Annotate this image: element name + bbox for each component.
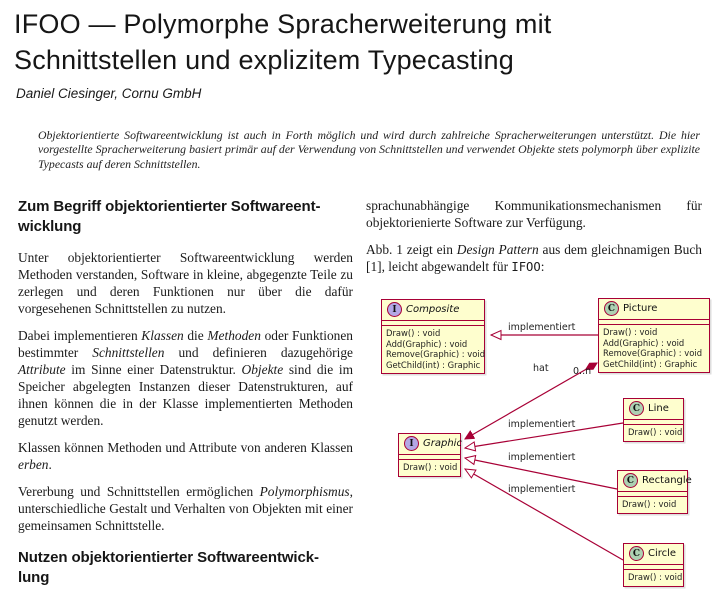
uml-method: Draw() : void xyxy=(403,462,458,472)
abstract-text: Objektorientierte Softwareentwicklung ist auch in Forth möglich und wird durch zahlreiche Spracherweiterungen unterstützt. Die hier vorgestellte Spracherweiterung basiert primär auf der Verwendung von Schnittstellen und verwendet Objekte stets polymorph über explizite Typecasts auf deren Schnittstellen. xyxy=(38,128,700,171)
uml-class-name: Rectangle xyxy=(642,475,692,486)
uml-class-header xyxy=(599,299,709,319)
paragraph: Vererbung und Schnittstellen ermöglichen Polymorphismus, unterschiedliche Gestalt und Verhalten von Objekten mit einer gemeinsamen Schnittstelle. xyxy=(18,484,353,533)
right-column xyxy=(366,197,702,290)
paragraph: Dabei implementieren Klassen die Methoden oder Funktionen bestimmter Schnittstellen und definieren dazugehörige Attribute im Sinne einer Datenstruktur. Objekte sind die im Speicher abgelegten Instanzen dieser Datenstrukturen, auf ihnen können die in der Klasse implementierten Methoden genutzt werden. xyxy=(18,328,354,428)
uml-method: Add(Graphic) : void xyxy=(603,337,685,348)
uml-class-header xyxy=(624,544,683,564)
uml-class-header xyxy=(382,300,484,320)
edge-label-implementiert: implementiert xyxy=(508,419,576,430)
left-column xyxy=(18,197,353,600)
uml-method: GetChild(int) : Graphic xyxy=(386,359,481,370)
edge-label-implementiert: implementiert xyxy=(508,322,576,333)
uml-class-name: Composite xyxy=(406,304,460,315)
uml-class-graphic xyxy=(398,433,461,477)
uml-class-rectangle xyxy=(617,470,692,514)
paragraph: Abb. 1 zeigt ein Design Pattern aus dem gleichnamigen Buch [1], leicht abgewandelt für IFOO: xyxy=(366,242,703,274)
uml-class-name: Picture xyxy=(623,303,658,314)
class-icon: C xyxy=(623,473,638,488)
interface-icon: I xyxy=(404,436,419,451)
author-line: Daniel Ciesinger, Cornu GmbH xyxy=(16,86,202,101)
interface-icon: I xyxy=(387,302,402,317)
section-heading-begriff: Zum Begriff objektorientierter Softwareent- wicklung xyxy=(18,198,321,235)
edge-label-multiplicity: 0..n xyxy=(573,366,592,377)
uml-class-name: Graphic xyxy=(423,438,462,449)
uml-class-line xyxy=(623,398,684,442)
uml-class-header xyxy=(618,471,692,491)
paragraph: Klassen können Methoden und Attribute von anderen Klassen erben. xyxy=(18,440,353,472)
paper-title: IFOO — Polymorphe Spracherweiterung mit Schnittstellen und explizitem Typecasting xyxy=(14,9,552,75)
uml-diagram xyxy=(375,293,719,600)
edge-label-implementiert: implementiert xyxy=(508,452,576,463)
uml-methods-compartment xyxy=(624,424,683,441)
uml-method: Remove(Graphic) : void xyxy=(386,349,486,360)
uml-class-picture xyxy=(598,298,710,373)
uml-methods-compartment xyxy=(382,325,484,373)
edge-label-implementiert: implementiert xyxy=(508,484,576,495)
uml-class-header xyxy=(624,399,683,419)
uml-methods-compartment xyxy=(599,324,709,372)
uml-methods-compartment xyxy=(618,496,687,513)
uml-class-name: Line xyxy=(648,403,669,414)
class-icon: C xyxy=(629,401,644,416)
edge-label-hat: hat xyxy=(533,363,549,374)
uml-methods-compartment xyxy=(399,459,460,476)
class-icon: C xyxy=(604,301,619,316)
uml-method: Draw() : void xyxy=(386,328,441,338)
uml-class-header xyxy=(399,434,460,454)
class-icon: C xyxy=(629,546,644,561)
uml-method: Add(Graphic) : void xyxy=(386,338,468,349)
uml-class-name: Circle xyxy=(648,548,677,559)
uml-method: Draw() : void xyxy=(622,499,677,509)
paragraph: sprachunabhängige Kommunikationsmechanismen für objektorienierte Software zur Verfügung. xyxy=(366,198,702,230)
uml-class-circle xyxy=(623,543,684,587)
uml-methods-compartment xyxy=(624,569,683,586)
uml-class-composite xyxy=(381,299,485,374)
uml-method: Remove(Graphic) : void xyxy=(603,348,703,359)
uml-method: GetChild(int) : Graphic xyxy=(603,358,698,369)
section-heading-nutzen: Nutzen objektorientierter Softwareentwick- lung xyxy=(18,549,319,586)
uml-method: Draw() : void xyxy=(628,427,683,437)
paragraph: Unter objektorientierter Softwareentwicklung werden Methoden verstanden, Software in kleine, abgegenzte Teile zu zerlegen und deren Funktionen nur über die dafür vorgesehenen Schnittstellen zu nutzen. xyxy=(18,250,353,316)
uml-method: Draw() : void xyxy=(628,572,683,582)
uml-method: Draw() : void xyxy=(603,327,658,337)
